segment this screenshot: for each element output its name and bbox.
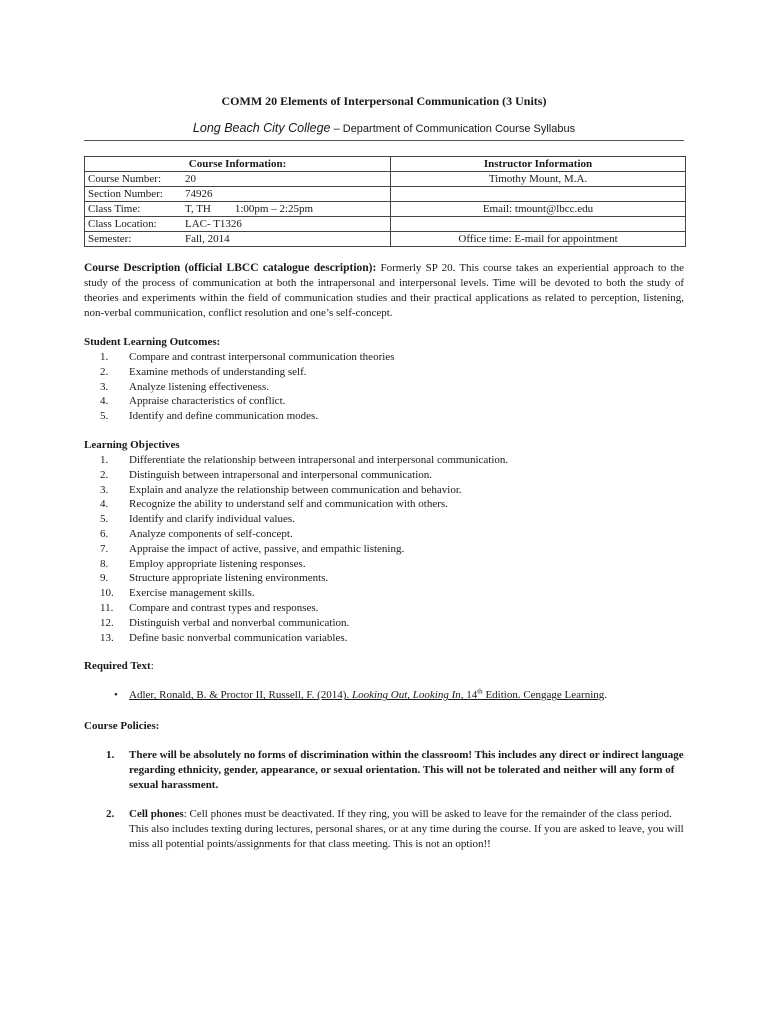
list-number: 5. [100,410,109,423]
cell-phone-policy-text: : Cell phones must be deactivated. If they ring, you will be asked to leave for the remainder of the class period. This also includes texting during lectures, personal shares, or at any time during the course. If you are asked to leave, you will miss all potential points/assignments for that class meeting. This is not an option!! [129,808,684,851]
course-info-table [84,156,686,247]
list-number: 13. [100,631,114,644]
list-item [84,807,684,852]
list-item [84,380,684,395]
textbook-reference [129,689,604,701]
list-text: Structure appropriate listening environments. [129,572,329,585]
document-title: COMM 20 Elements of Interpersonal Communication (3 Units) [221,94,547,108]
table-row [85,172,686,187]
policies-heading: Course Policies: [84,720,160,733]
list-number: 8. [100,557,109,570]
list-text: Recognize the ability to understand self and communication with others. [129,498,448,511]
list-text: Distinguish between intrapersonal and interpersonal communication. [129,468,433,481]
reference-authors: Adler, Ronald, B. & Proctor II, Russell, F. (2014). [129,689,352,702]
list-item [84,601,684,616]
reference-edition: , 14 [460,689,478,702]
course-number-cell [85,172,391,187]
list-item [84,483,684,498]
list-number: 1. [100,453,109,466]
list-item [84,542,684,557]
course-number-label: Course Number: [88,173,162,185]
list-item [84,350,684,365]
list-item [84,409,684,424]
list-item [84,497,684,512]
list-text: Compare and contrast interpersonal communication theories [129,351,395,363]
office-time: Office time: E-mail for appointment [391,232,686,247]
college-name: Long Beach City College [192,121,331,135]
syllabus-page [84,94,684,852]
outcomes-list [84,350,684,424]
instructor-name: Timothy Mount, M.A. [391,172,686,187]
outcomes-heading: Student Learning Outcomes: [84,336,221,348]
reference-edition-suffix: th [477,687,483,696]
list-number: 12. [100,616,114,629]
objectives-list [84,453,684,645]
table-row [85,187,686,202]
empty-instructor-cell [391,187,686,202]
required-text-heading [84,659,684,674]
list-item [84,631,684,646]
list-number: 6. [100,527,109,540]
list-item [84,468,684,483]
table-header-row [85,157,686,172]
empty-instructor-cell [391,217,686,232]
class-location-value: LAC- T1326 [185,218,242,230]
table-row [85,202,686,217]
semester-cell [85,232,391,247]
list-item [84,394,684,409]
class-hours-value: 1:00pm – 2:25pm [234,203,314,215]
list-text: Identify and define communication modes. [129,410,319,423]
list-text: Distinguish verbal and nonverbal communication. [129,616,350,629]
reference-publisher: Edition. Cengage Learning [482,689,605,702]
list-number: 4. [100,498,109,511]
list-text: Identify and clarify individual values. [129,513,295,526]
section-number-value: 74926 [185,188,213,200]
cell-phone-policy-label: Cell phones [129,808,184,821]
course-description [84,261,684,321]
table-row [85,217,686,232]
list-number: 5. [100,513,109,526]
policies-list [84,748,684,852]
list-item [84,586,684,601]
document-subtitle [84,121,684,136]
list-text: Define basic nonverbal communication variables. [129,631,348,644]
list-number: 4. [100,395,109,408]
semester-value: Fall, 2014 [185,233,230,245]
reference-period: . [604,689,608,702]
list-number: 9. [100,572,109,585]
list-item [84,616,684,631]
list-text: Compare and contrast types and responses. [129,601,319,614]
list-text: Analyze components of self-concept. [129,527,293,540]
list-text: Exercise management skills. [129,587,255,600]
list-number: 7. [100,542,109,555]
section-number-label: Section Number: [88,188,163,200]
bullet-icon: • [114,689,118,702]
list-text: Explain and analyze the relationship between communication and behavior. [129,483,462,496]
list-item [84,688,684,703]
header-divider [84,140,684,141]
table-row [85,232,686,247]
list-number: 1. [106,749,115,762]
list-text: Employ appropriate listening responses. [129,557,306,570]
list-number: 2. [100,468,109,481]
list-number: 3. [100,483,109,496]
list-number: 2. [106,808,115,821]
list-item [84,748,684,793]
list-text: Differentiate the relationship between intrapersonal and interpersonal communication. [129,453,509,466]
discrimination-policy: There will be absolutely no forms of discrimination within the classroom! This includes any direct or indirect language regarding ethnicity, gender, appearance, or sexual orientation. This will not be tolerated and neither will any form of sexual harassment. [129,749,684,792]
class-time-cell [85,202,391,217]
class-time-label: Class Time: [88,203,141,215]
list-number: 3. [100,380,109,393]
course-description-heading: Course Description (official LBCC catalogue description): [84,262,377,274]
required-text-heading-label: Required Text [84,660,151,673]
list-text: Appraise the impact of active, passive, and empathic listening. [129,542,405,555]
list-item [84,571,684,586]
list-number: 11. [100,601,114,614]
list-number: 2. [100,365,109,378]
instructor-info-header: Instructor Information [391,157,686,172]
required-text-list [84,688,684,703]
list-item [84,527,684,542]
department-name: – Department of Communication Course Syllabus [330,123,576,135]
list-text: Appraise characteristics of conflict. [129,395,286,408]
list-item [84,557,684,572]
course-description-text: Formerly SP 20. This course takes an experiential approach to the study of the process of communication at both the intrapersonal and interpersonal levels. Time will be devoted to both the study of theories and experiments within the field of communication studies and their practical applications as related to perception, listening, non-verbal communication, conflict resolution and one’s self-concept. [84,262,684,319]
instructor-email: Email: tmount@lbcc.edu [391,202,686,217]
list-text: Examine methods of understanding self. [129,365,307,378]
semester-label: Semester: [88,233,132,245]
class-location-cell [85,217,391,232]
section-number-cell [85,187,391,202]
course-number-value: 20 [185,173,196,185]
list-number: 1. [100,351,109,363]
course-info-header: Course Information: [85,157,391,172]
list-item [84,512,684,527]
list-number: 10. [100,587,114,600]
heading-colon: : [150,660,154,673]
list-item [84,365,684,380]
class-location-label: Class Location: [88,218,157,230]
objectives-heading: Learning Objectives [84,438,180,451]
list-text: Analyze listening effectiveness. [129,380,269,393]
list-item [84,453,684,468]
reference-title: Looking Out, Looking In [351,689,461,702]
class-days-value: T, TH [185,203,211,215]
